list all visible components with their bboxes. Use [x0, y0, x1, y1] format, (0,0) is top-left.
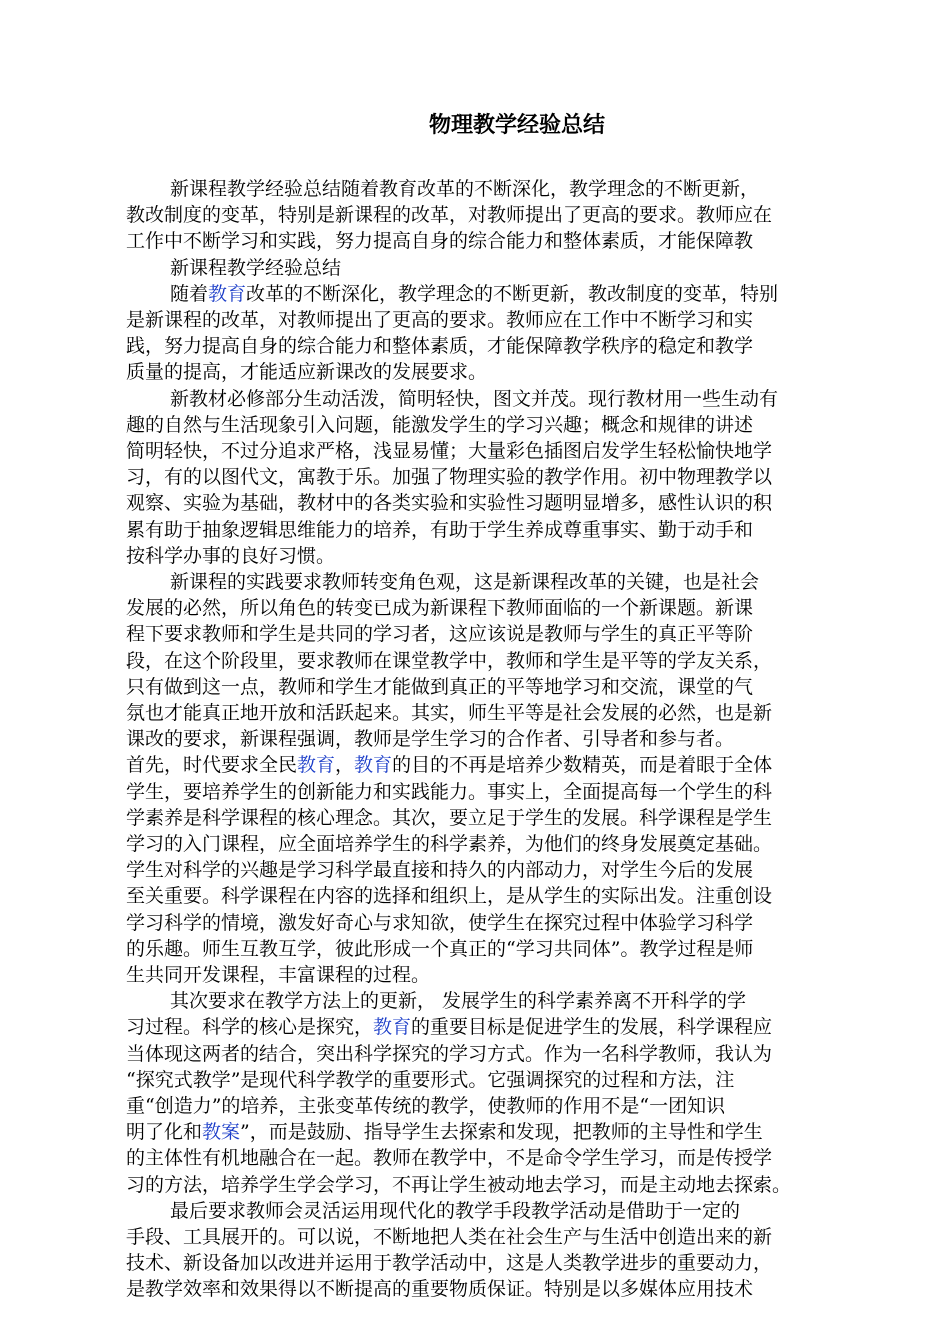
- text-span: 按科学办事的良好习惯。: [126, 544, 336, 567]
- text-span: 习过程。科学的核心是探究，: [126, 1016, 374, 1039]
- text-span: 践，努力提高自身的综合能力和整体素质，才能保障教学秩序的稳定和教学: [126, 335, 754, 358]
- keyword-link[interactable]: 教案: [202, 1121, 241, 1144]
- text-span: “探究式教学”是现代科学教学的重要形式。它强调探究的过程和方法，注: [126, 1068, 735, 1091]
- text-span: 习，有的以图代文，寓教于乐。加强了物理实验的教学作用。初中物理教学以: [126, 466, 773, 489]
- text-line: [126, 779, 772, 805]
- text-line: [126, 1145, 772, 1171]
- text-span: ”，而是鼓励、指导学生去探索和发现，把教师的主导性和学生: [240, 1121, 763, 1144]
- text-line: [126, 517, 753, 543]
- text-span: 最后要求教师会灵活运用现代化的教学手段教学活动是借助于一定的: [170, 1199, 741, 1222]
- text-span: 技术、新设备加以改进并运用于教学活动中，这是人类教学进步的重要动力，: [126, 1252, 773, 1275]
- text-span: 段，在这个阶段里，要求教师在课堂教学中，教师和学生是平等的学友关系，: [126, 649, 773, 672]
- text-span: 学生对科学的兴趣是学习科学最直接和持久的内部动力，对学生今后的发展: [126, 859, 754, 882]
- text-span: 首先，时代要求全民: [126, 754, 298, 777]
- text-span: 重“创造力”的培养，主张变革传统的教学，使教师的作用不是“一团知识: [126, 1095, 726, 1117]
- text-span: 氛也才能真正地开放和活跃起来。其实，师生平等是社会发展的必然，也是新: [126, 702, 773, 724]
- text-span: 生共同开发课程，丰富课程的过程。: [126, 964, 431, 986]
- text-line: [126, 228, 753, 254]
- text-span: 新课程的实践要求教师转变角色观，这是新课程改革的关键，也是社会: [170, 571, 760, 593]
- text-line: [126, 910, 753, 936]
- keyword-link[interactable]: 教育: [297, 754, 336, 777]
- text-span: 趣的自然与生活现象引入问题，能激发学生的学习兴趣；概念和规律的讲述: [126, 413, 754, 436]
- text-span: 其次要求在教学方法上的更新， 发展学生的科学素养离不开科学的学: [170, 990, 747, 1013]
- text-line: [170, 255, 341, 281]
- text-line: [170, 386, 778, 412]
- text-line: [126, 438, 772, 464]
- keyword-link[interactable]: 教育: [354, 754, 393, 777]
- text-line: [170, 988, 746, 1014]
- text-span: 课改的要求，新课程强调，教师是学生学习的合作者、引导者和参与者。: [126, 728, 735, 751]
- text-span: 学生，要培养学生的创新能力和实践能力。事实上，全面提高每一个学生的科: [126, 780, 773, 803]
- text-span: 新课程教学经验总结随着教育改革的不断深化，教学理念的不断更新，: [170, 178, 760, 200]
- text-line: [126, 333, 753, 359]
- text-line: [170, 176, 759, 202]
- text-span: 累有助于抽象逻辑思维能力的培养，有助于学生养成尊重事实、勤于动手和: [126, 518, 754, 541]
- text-span: 简明轻快，不过分追求严格，浅显易懂；大量彩色插图启发学生轻松愉快地学: [126, 440, 773, 462]
- text-span: 的目的不再是培养少数精英，而是着眼于全体: [392, 754, 773, 777]
- text-span: 至关重要。科学课程在内容的选择和组织上，是从学生的实际出发。注重创设: [126, 885, 773, 908]
- text-line: [126, 1093, 725, 1119]
- text-line: [126, 595, 753, 621]
- text-span: 新课程教学经验总结: [170, 256, 342, 279]
- text-span: 教改制度的变革，特别是新课程的改革，对教师提出了更高的要求。教师应在: [126, 204, 773, 227]
- text-line: [126, 1041, 772, 1067]
- text-line: [126, 962, 430, 988]
- text-span: 发展的必然，所以角色的转变已成为新课程下教师面临的一个新课题。新课: [126, 597, 754, 620]
- text-line: [126, 700, 772, 726]
- text-line: [126, 1172, 791, 1198]
- text-span: 只有做到这一点，教师和学生才能做到真正的平等地学习和交流，课堂的气: [126, 675, 754, 698]
- text-line: [126, 1014, 772, 1040]
- text-line: [126, 857, 753, 883]
- text-line: [126, 202, 772, 228]
- text-line: [126, 412, 753, 438]
- text-span: 新教材必修部分生动活泼，简明轻快，图文并茂。现行教材用一些生动有: [170, 387, 779, 410]
- text-span: 的重要目标是促进学生的发展，科学课程应: [411, 1016, 773, 1039]
- text-line: [126, 1276, 753, 1302]
- keyword-link[interactable]: 教育: [373, 1016, 412, 1039]
- text-line: [126, 1224, 772, 1250]
- text-line: [170, 281, 778, 307]
- text-line: [126, 674, 753, 700]
- text-span: 随着: [170, 282, 209, 305]
- text-span: 改革的不断深化，教学理念的不断更新，教改制度的变革，特别: [246, 282, 779, 305]
- text-line: [126, 883, 772, 909]
- text-span: 工作中不断学习和实践，努力提高自身的综合能力和整体素质，才能保障教: [126, 230, 754, 253]
- text-line: [126, 726, 734, 752]
- text-line: [126, 1067, 734, 1093]
- text-span: 是新课程的改革，对教师提出了更高的要求。教师应在工作中不断学习和实: [126, 309, 754, 331]
- text-line: [126, 621, 753, 647]
- text-span: 学素养是科学课程的核心理念。其次，要立足于学生的发展。科学课程是学生: [126, 806, 773, 829]
- text-span: ，: [335, 754, 355, 777]
- text-line: [126, 359, 487, 385]
- text-line: [126, 648, 772, 674]
- text-span: 程下要求教师和学生是共同的学习者，这应该说是教师与学生的真正平等阶: [126, 623, 754, 646]
- text-span: 学习的入门课程，应全面培养学生的科学素养，为他们的终身发展奠定基础。: [126, 833, 773, 855]
- text-span: 的乐趣。师生互教互学，彼此形成一个真正的“学习共同体”。教学过程是师: [126, 937, 754, 960]
- keyword-link[interactable]: 教育: [208, 282, 247, 305]
- text-span: 手段、工具展开的。可以说，不断地把人类在社会生产与生活中创造出来的新: [126, 1226, 773, 1248]
- text-span: 质量的提高，才能适应新课改的发展要求。: [126, 361, 488, 384]
- text-span: 的主体性有机地融合在一起。教师在教学中，不是命令学生学习，而是传授学: [126, 1147, 773, 1170]
- text-span: 当体现这两者的结合，突出科学探究的学习方式。作为一名科学教师，我认为: [126, 1042, 773, 1065]
- text-line: [126, 307, 753, 333]
- text-span: 习的方法，培养学生学会学习，不再让学生被动地去学习，而是主动地去探索。: [126, 1173, 792, 1196]
- text-line: [126, 831, 772, 857]
- text-span: 学习科学的情境，激发好奇心与求知欲，使学生在探究过程中体验学习科学: [126, 911, 754, 934]
- text-line: [126, 543, 335, 569]
- text-line: [126, 805, 772, 831]
- text-line: [126, 936, 753, 962]
- text-line: [170, 569, 759, 595]
- text-line: [126, 1119, 763, 1145]
- text-line: [126, 1250, 772, 1276]
- text-span: 明了化和: [126, 1121, 203, 1144]
- text-line: [126, 752, 772, 778]
- text-line: [170, 1198, 740, 1224]
- text-line: [126, 490, 772, 516]
- document-title: 物理教学经验总结: [428, 113, 605, 138]
- text-span: 是教学效率和效果得以不断提高的重要物质保证。特别是以多媒体应用技术: [126, 1278, 754, 1301]
- text-span: 观察、实验为基础，教材中的各类实验和实验性习题明显增多，感性认识的积: [126, 492, 773, 515]
- text-line: [126, 464, 772, 490]
